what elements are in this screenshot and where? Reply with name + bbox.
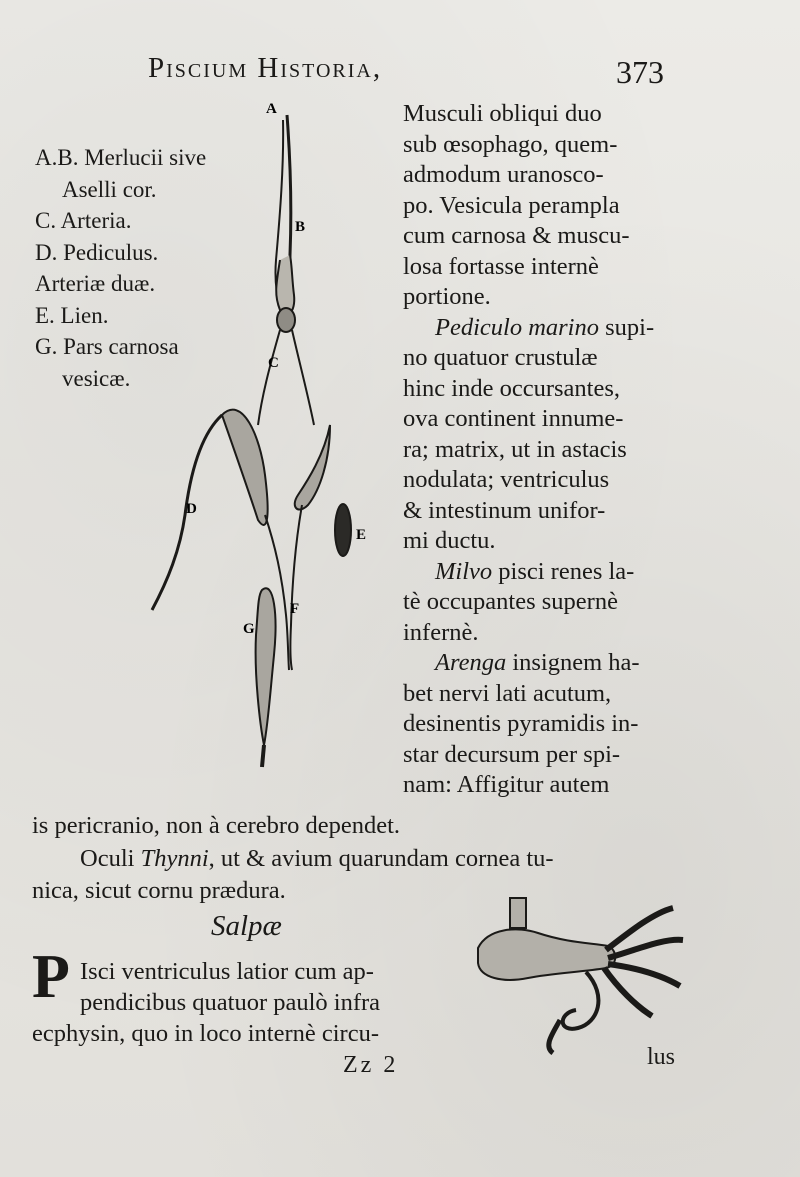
figure-label-f: F — [290, 601, 300, 617]
full-width-line — [80, 845, 554, 873]
text-line: infernè. — [403, 618, 479, 646]
right-column-text — [403, 99, 654, 801]
text-line: cum carnosa & muscu- — [403, 222, 630, 249]
legend-line: vesicæ. — [62, 365, 131, 391]
text-run: insignem ha- — [512, 649, 640, 676]
italic-term: Arenga — [435, 649, 507, 676]
section-title: Salpæ — [211, 910, 282, 942]
figure-label-e: E — [356, 527, 367, 543]
text-line: Musculi obliqui duo — [403, 100, 602, 127]
running-head-title: Piscium Historia, — [148, 52, 383, 84]
legend-line: Aselli cor. — [62, 176, 157, 202]
text-line: losa fortasse internè — [403, 252, 599, 280]
figure-legend — [35, 142, 206, 394]
italic-term: Pediculo marino — [435, 313, 599, 341]
legend-line: A.B. Merlucii sive — [35, 145, 207, 170]
full-width-line: nica, sicut cornu prædura. — [32, 877, 286, 904]
catchword: lus — [647, 1044, 676, 1070]
text-line: mi ductu. — [403, 527, 496, 554]
full-width-line: is pericranio, non à cerebro dependet. — [32, 812, 401, 839]
figure-label-b: B — [295, 219, 306, 235]
italic-term: Thynni — [140, 845, 209, 872]
figure-label-g: G — [243, 621, 255, 637]
paragraph-start — [403, 557, 654, 588]
text-line: Isci ventriculus latior cum ap- — [80, 958, 374, 985]
text-line: po. Vesicula perampla — [403, 191, 620, 219]
legend-line: C. Arteria. — [35, 208, 132, 233]
stomach-appendices-engraving — [468, 888, 693, 1063]
legend-line: G. Pars carnosa — [35, 334, 179, 359]
text-line: ova continent innume- — [403, 405, 624, 432]
text-line: hinc inde occursantes, — [403, 374, 621, 402]
signature-mark: Zz 2 — [343, 1052, 399, 1078]
page-number: 373 — [616, 54, 664, 90]
text-line: pendicibus quatuor paulò infra — [80, 989, 381, 1016]
paragraph-start — [403, 313, 654, 344]
legend-line: E. Lien. — [35, 302, 109, 328]
figure-label-a: A — [266, 101, 277, 117]
text-line: sub œsophago, quem- — [403, 130, 618, 158]
text-run: , ut & avium quarundam cornea tu- — [208, 845, 554, 872]
text-line: nam: Affigitur autem — [403, 771, 610, 798]
text-line: no quatuor crustulæ — [403, 344, 598, 371]
text-run: Oculi — [80, 845, 135, 872]
text-line: bet nervi lati acutum, — [403, 679, 612, 707]
text-run: pisci renes la- — [498, 557, 635, 585]
text-line: admodum uranosco- — [403, 161, 604, 188]
paragraph-start — [403, 648, 654, 679]
section-text — [32, 956, 381, 1049]
text-line: & intestinum unifor- — [403, 496, 606, 524]
text-line: star decursum per spi- — [403, 740, 621, 768]
drop-cap: P — [32, 943, 70, 1011]
italic-term: Milvo — [435, 557, 493, 585]
legend-line: Arteriæ duæ. — [35, 271, 156, 296]
text-run: supi- — [605, 313, 655, 341]
text-line: portione. — [403, 283, 491, 310]
figure-label-c: C — [268, 355, 279, 371]
figure-label-d: D — [186, 501, 197, 517]
text-line: nodulata; ventriculus — [403, 466, 610, 493]
text-line: desinentis pyramidis in- — [403, 710, 639, 737]
legend-line: D. Pediculus. — [35, 239, 159, 265]
text-line: tè occupantes supernè — [403, 588, 618, 615]
text-line: ra; matrix, ut in astacis — [403, 435, 627, 463]
text-line: ecphysin, quo in loco internè circu- — [32, 1020, 379, 1047]
